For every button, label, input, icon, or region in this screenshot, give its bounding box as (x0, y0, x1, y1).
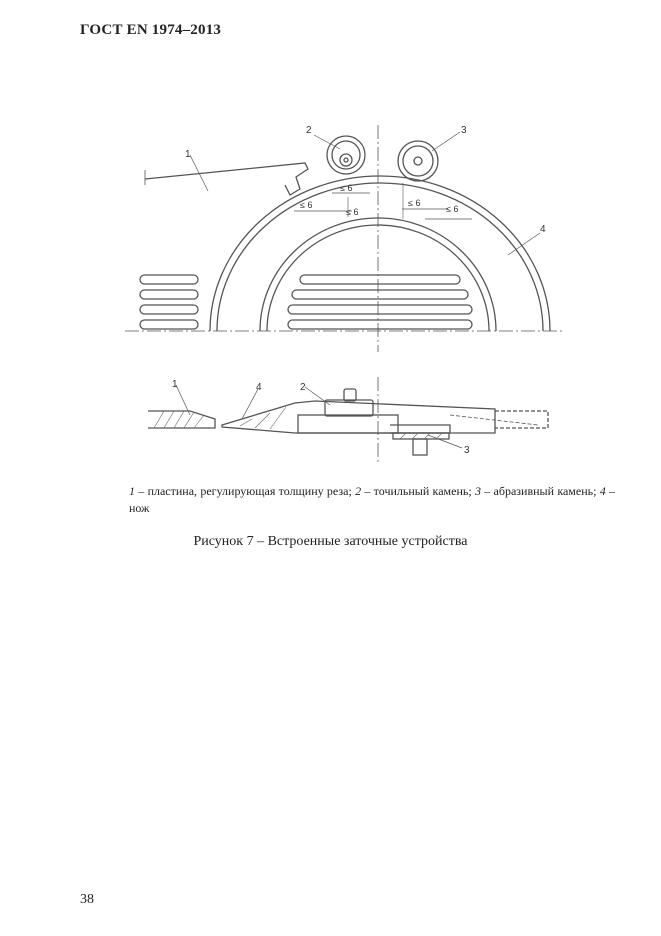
callout-3-section: 3 (464, 445, 470, 456)
document-header: ГОСТ EN 1974–2013 (80, 22, 222, 38)
dimension-label: ≤ 6 (340, 183, 353, 193)
figure-legend (129, 483, 615, 517)
callout-2-top: 2 (306, 125, 312, 136)
dimension-label: ≤ 6 (408, 198, 421, 208)
callout-2-section: 2 (300, 382, 306, 393)
dimension-label: ≤ 6 (300, 200, 313, 210)
page-number: 38 (80, 892, 94, 907)
legend-num: 3 (474, 484, 481, 498)
callout-1-top: 1 (185, 149, 191, 160)
callout-4-section: 4 (256, 382, 262, 393)
callout-4-top: 4 (540, 224, 546, 235)
legend-text: – абразивный камень; (480, 484, 600, 498)
legend-text: – нож (129, 484, 616, 515)
legend-num: 4 (599, 484, 606, 498)
dimension-label: ≤ 6 (446, 204, 459, 214)
legend-num: 1 (129, 484, 135, 498)
legend-text: – пластина, регулирующая толщину реза; (135, 484, 356, 498)
legend-num: 2 (355, 484, 362, 498)
callout-3-top: 3 (461, 125, 467, 136)
callout-1-section: 1 (172, 379, 178, 390)
figure-caption: Рисунок 7 – Встроенные заточные устройства (193, 534, 468, 549)
legend-text: – точильный камень; (361, 484, 475, 498)
technical-drawing (120, 115, 570, 475)
dimension-label: ≤ 6 (346, 207, 359, 217)
figure-7-drawing (120, 115, 570, 475)
